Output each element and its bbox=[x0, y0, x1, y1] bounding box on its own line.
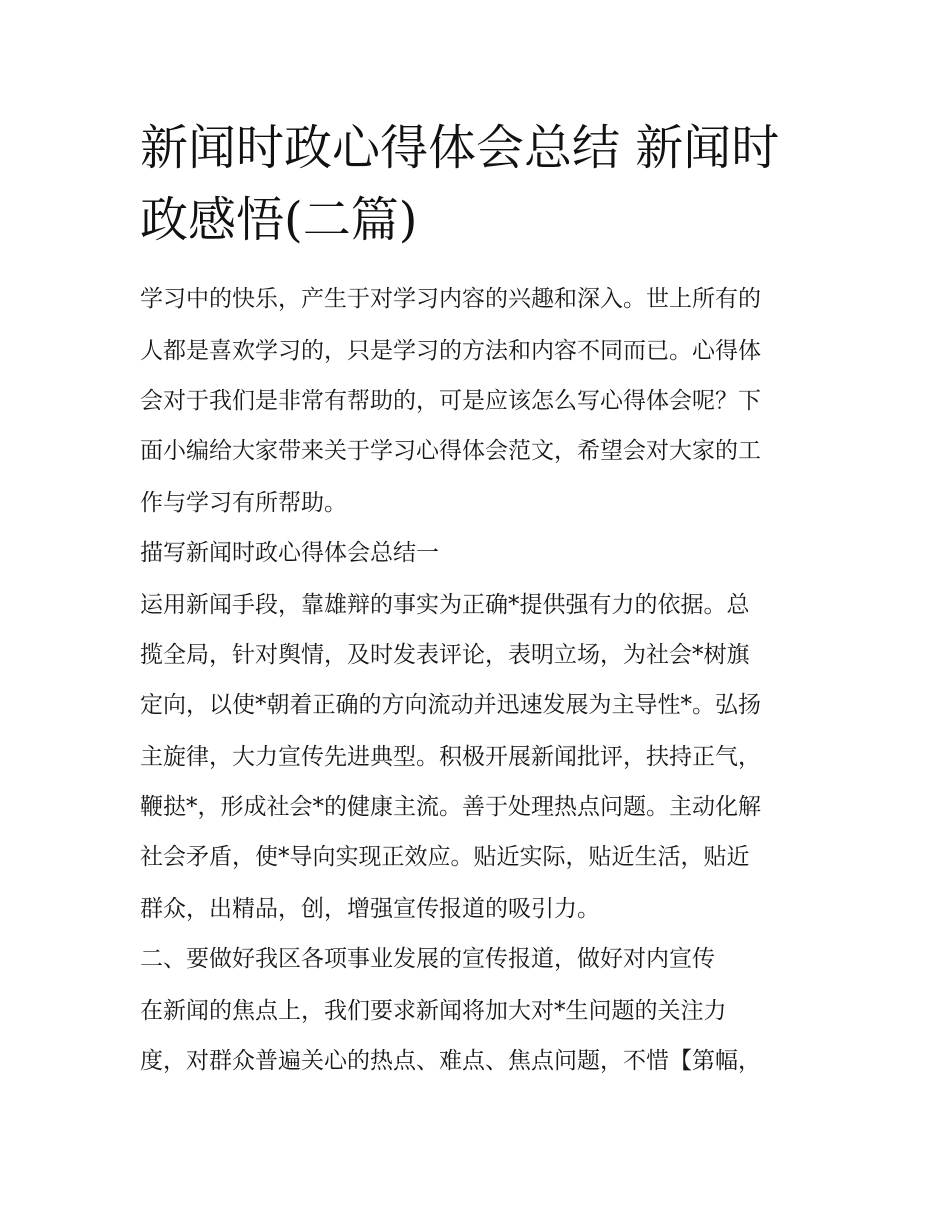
body-line: 群众，出精品，创，增强宣传报道的吸引力。 bbox=[140, 896, 600, 922]
subheading: 二、要做好我区各项事业发展的宣传报道，做好对内宣传 bbox=[140, 946, 715, 972]
title-line: 政感悟(二篇) bbox=[140, 192, 418, 248]
body-line: 社会矛盾，使*导向实现正效应。贴近实际，贴近生活，贴近 bbox=[140, 844, 750, 870]
body-line: 运用新闻手段，靠雄辩的事实为正确*提供强有力的依据。总 bbox=[140, 592, 750, 618]
intro-line: 作与学习有所帮助。 bbox=[140, 490, 347, 516]
section-heading: 描写新闻时政心得体会总结一 bbox=[140, 540, 439, 566]
body-line: 在新闻的焦点上，我们要求新闻将加大对*生问题的关注力 bbox=[140, 998, 727, 1024]
body-line: 揽全局，针对舆情，及时发表评论，表明立场，为社会*树旗 bbox=[140, 642, 750, 668]
body-line: 定向，以使*朝着正确的方向流动并迅速发展为主导性*。弘扬 bbox=[140, 692, 761, 718]
document-title bbox=[140, 112, 820, 256]
body-line: 主旋律，大力宣传先进典型。积极开展新闻批评，扶持正气， bbox=[140, 744, 761, 770]
title-line: 新闻时政心得体会总结 新闻时 bbox=[140, 120, 780, 176]
body-line: 度，对群众普遍关心的热点、难点、焦点问题，不惜【第幅， bbox=[140, 1048, 761, 1074]
intro-line: 人都是喜欢学习的，只是学习的方法和内容不同而已。心得体 bbox=[140, 338, 761, 364]
intro-line: 会对于我们是非常有帮助的，可是应该怎么写心得体会呢？下 bbox=[140, 388, 761, 414]
body-line: 鞭挞*，形成社会*的健康主流。善于处理热点问题。主动化解 bbox=[140, 794, 761, 820]
intro-line: 面小编给大家带来关于学习心得体会范文，希望会对大家的工 bbox=[140, 438, 761, 464]
intro-line: 学习中的快乐，产生于对学习内容的兴趣和深入。世上所有的 bbox=[140, 286, 761, 312]
